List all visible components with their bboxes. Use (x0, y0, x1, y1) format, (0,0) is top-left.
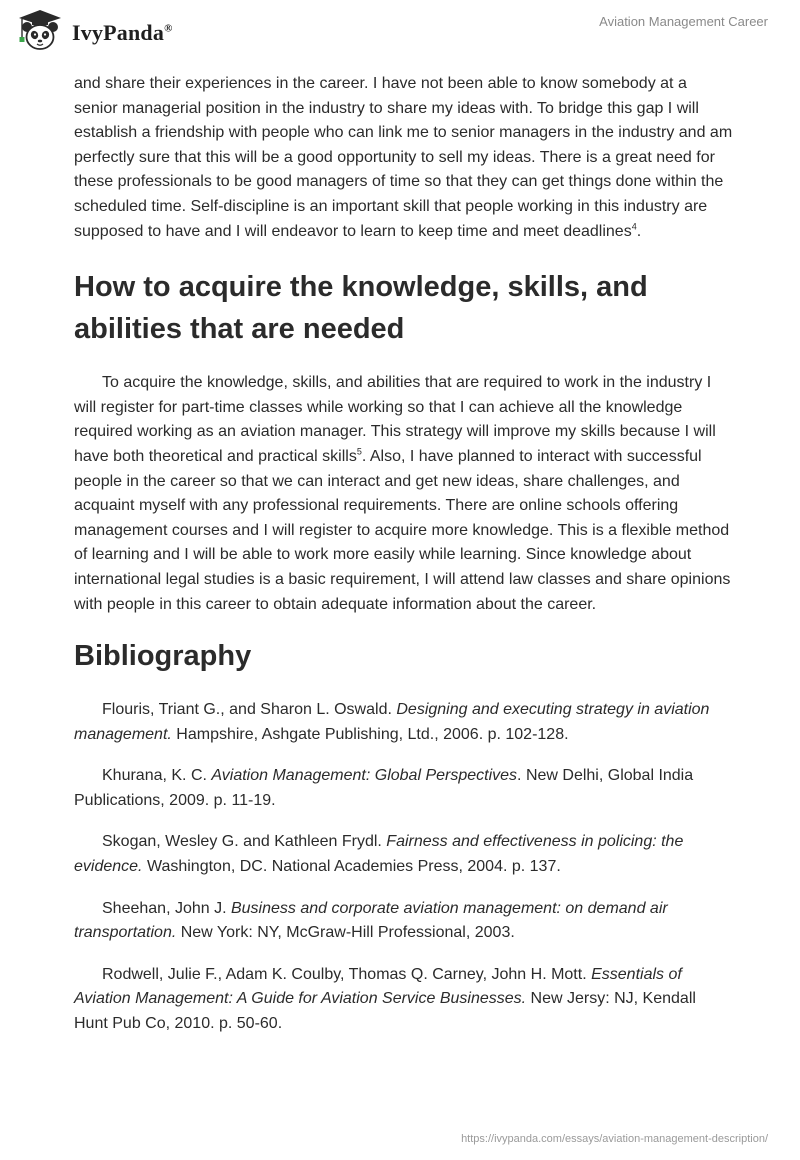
bib-publication: New York: NY, McGraw-Hill Professional, 2003. (176, 924, 515, 942)
panda-graduation-cap-icon (14, 8, 66, 57)
ivypanda-logo[interactable] (14, 8, 173, 57)
section-heading-acquire: How to acquire the knowledge, skills, and abilities that are needed (74, 271, 648, 346)
bibliography-heading: Bibliography (74, 640, 252, 673)
brand-name (72, 20, 173, 46)
bib-title: Designing and executing strategy in aviation management. (74, 701, 710, 743)
essay-content (74, 72, 734, 1054)
bibliography-entry (74, 764, 734, 813)
bibliography-entry (74, 698, 734, 747)
bibliography-entry (74, 963, 734, 1037)
bib-publication: Hampshire, Ashgate Publishing, Ltd., 2006. p. 102-128. (171, 725, 569, 743)
bib-title: Aviation Management: Global Perspectives (211, 767, 518, 785)
bib-publication: Washington, DC. National Academies Press, 2004. p. 137. (142, 858, 561, 876)
acquire-paragraph (74, 371, 734, 617)
intro-text: and share their experiences in the career. I have not been able to know somebody at a senior managerial position in the industry to share my ideas with. To bridge this gap I will establish a friendship with people who can link me to senior managers in the industry and am perfectly sure that this will be a good opportunity to sell my ideas. There is a great need for these professionals to be good managers of time so that they can get things done within the scheduled time. Self-discipline is an important skill that people working in this industry are supposed to have and I will endeavor to learn to keep time and meet deadlines (74, 75, 733, 240)
bib-publication: . New Delhi, Global India Publications, 2009. p. 11-19. (74, 767, 694, 809)
bibliography-entry (74, 830, 734, 879)
document-title: Aviation Management Career (599, 14, 768, 29)
bib-publication: New Jersy: NJ, Kendall Hunt Pub Co, 2010. p. 50-60. (74, 990, 696, 1033)
bibliography-list (74, 698, 734, 1037)
footnote-4[interactable]: 4 (631, 221, 637, 232)
bib-authors: Sheehan, John J. (102, 899, 231, 917)
brand-text: IvyPanda (72, 19, 165, 45)
acquire-text-a: To acquire the knowledge, skills, and abilities that are required to work in the industry I will register for part-time classes while working so that I can achieve all the knowledge required working as an aviation manager. This strategy will improve my skills because I will have both theoretical and practical skills (74, 374, 716, 465)
intro-end: . (636, 222, 642, 240)
bib-title: Business and corporate aviation management: on demand air transportation. (74, 899, 668, 942)
bib-title: Fairness and effectiveness in policing: the evidence. (74, 833, 684, 876)
acquire-text-b: . Also, I have planned to interact with successful people in the career so that we can interact and get new ideas, share challenges, and acquaint myself with any professional requirements. There are online schools offering management courses and I will register to acquire more knowledge. This is a flexible method of learning and I will be able to work more easily while learning. Since knowledge about international legal studies is a basic requirement, I will attend law classes and share opinions with people in this career to obtain adequate information about the career. (74, 447, 731, 613)
bib-authors: Flouris, Triant G., and Sharon L. Oswald. (102, 701, 397, 719)
source-url[interactable]: https://ivypanda.com/essays/aviation-management-description/ (461, 1133, 768, 1145)
bib-authors: Rodwell, Julie F., Adam K. Coulby, Thomas Q. Carney, John H. Mott. (102, 965, 592, 983)
page-header (0, 0, 800, 70)
intro-paragraph (74, 72, 734, 244)
footnote-5[interactable]: 5 (356, 446, 362, 457)
registered-mark: ® (164, 22, 173, 35)
bib-title: Essentials of Aviation Management: A Guide for Aviation Service Businesses. (74, 965, 682, 1008)
bibliography-entry (74, 897, 734, 946)
bib-authors: Skogan, Wesley G. and Kathleen Frydl. (102, 833, 387, 851)
bib-authors: Khurana, K. C. (102, 767, 212, 785)
